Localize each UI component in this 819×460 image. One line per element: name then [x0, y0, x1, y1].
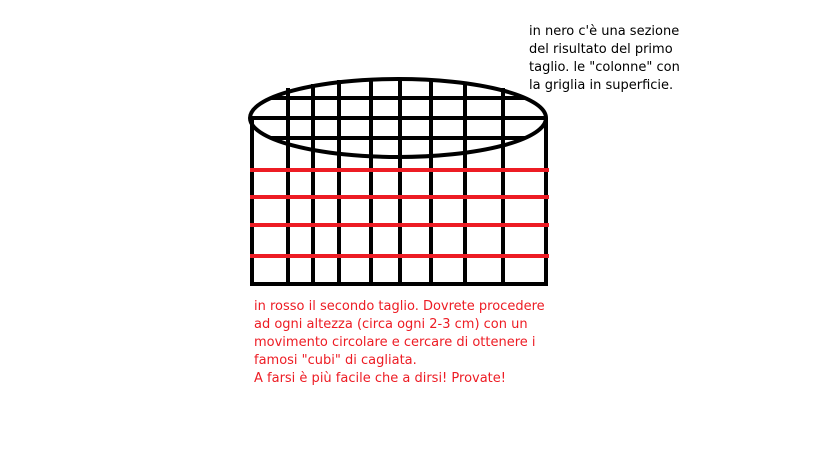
red-cut-note: in rosso il secondo taglio. Dovrete procedere ad ogni altezza (circa ogni 2-3 cm) con un movimento circolare e cercare di ottenere i famosi "cubi" di cagliata. A farsi è più facile che a dirsi! Provate!: [254, 299, 545, 386]
black-cut-note: in nero c'è una sezione del risultato del primo taglio. le "colonne" con la griglia in superficie.: [529, 24, 680, 93]
